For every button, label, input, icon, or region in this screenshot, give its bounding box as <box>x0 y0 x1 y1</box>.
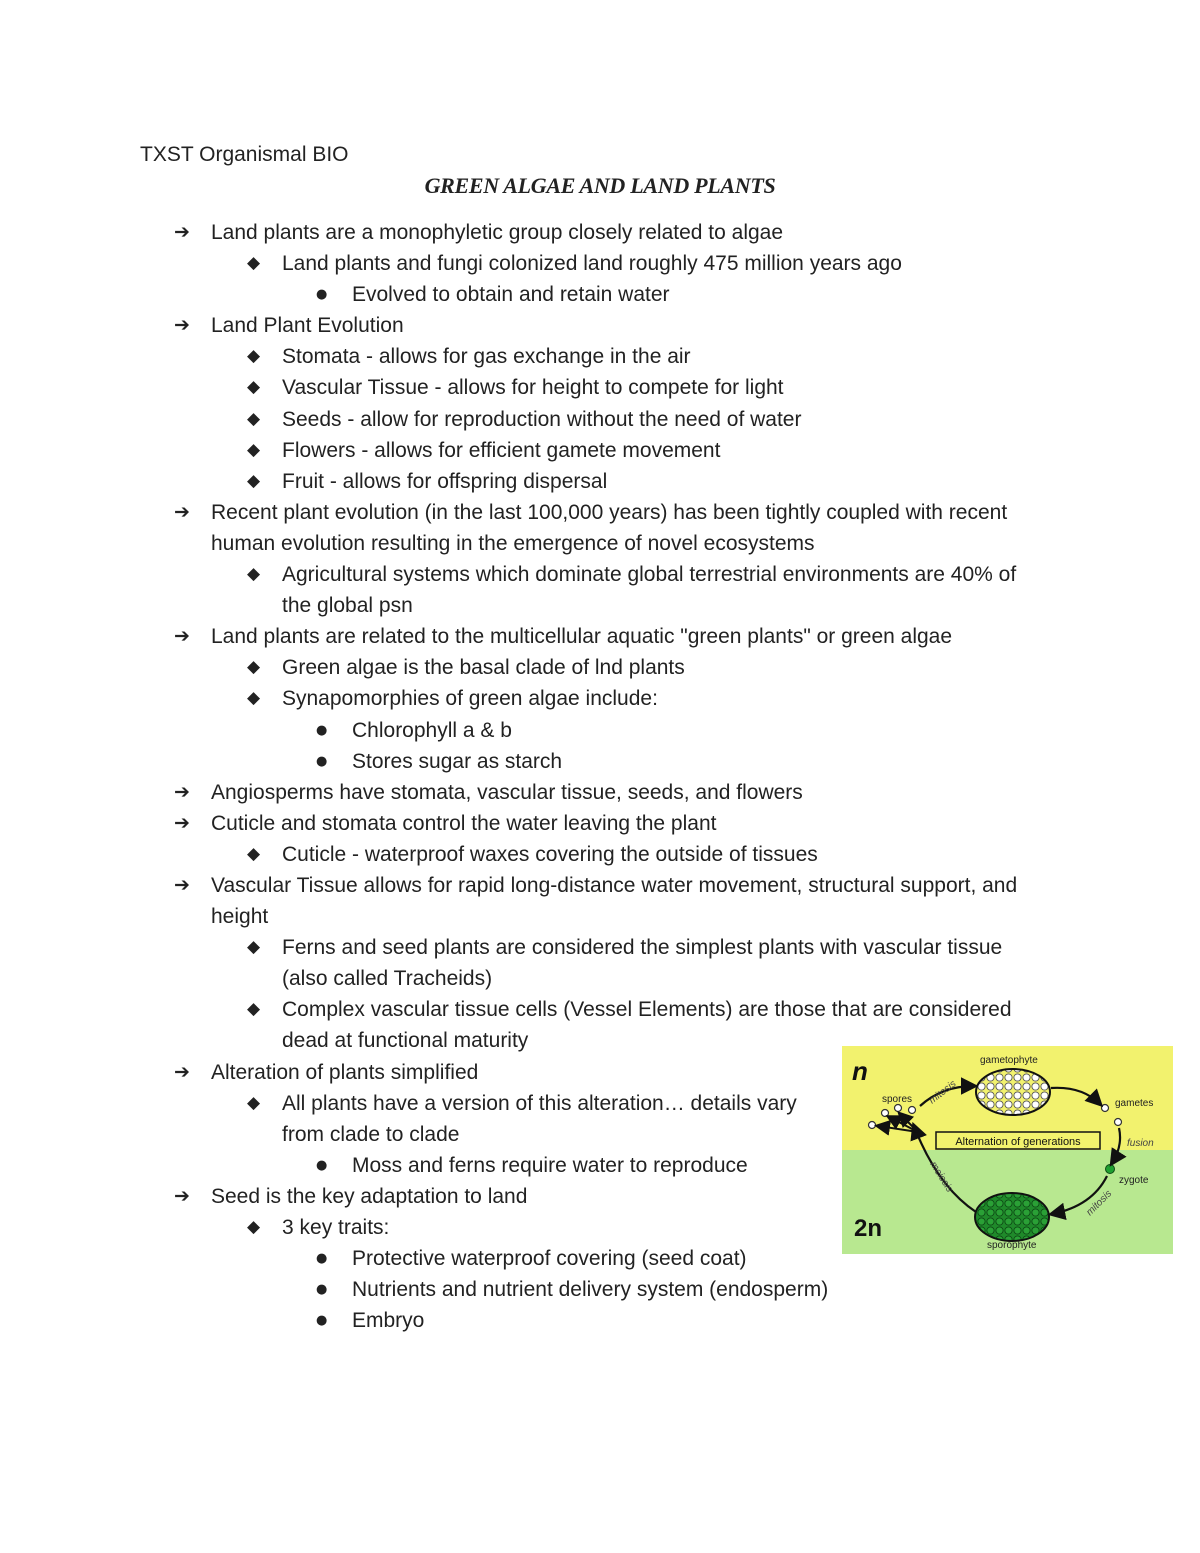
note-item-level-3 <box>0 1274 1052 1305</box>
diamond-bullet-icon: ◆ <box>247 999 261 1020</box>
dot-bullet-icon: ● <box>316 1157 328 1173</box>
spore <box>882 1110 889 1117</box>
note-text: Land Plant Evolution <box>211 314 404 338</box>
arrow-bullet-icon: ➔ <box>174 873 190 896</box>
note-text: Seeds - allow for reproduction without the need of water <box>282 407 802 431</box>
note-text: Vascular Tissue allows for rapid long-distance water movement, structural support, and height <box>211 873 1018 929</box>
note-text: Chlorophyll a & b <box>352 718 512 742</box>
arrow-bullet-icon: ➔ <box>174 221 190 243</box>
diamond-bullet-icon: ◆ <box>247 688 261 709</box>
note-text: 3 key traits: <box>282 1216 390 1239</box>
note-item-level-2 <box>0 435 1042 466</box>
note-item-level-3 <box>0 746 1052 777</box>
note-item-level-2 <box>0 404 1042 435</box>
arrow-bullet-icon: ➔ <box>174 500 190 523</box>
diamond-bullet-icon: ◆ <box>247 937 261 958</box>
mitosis-bottom-label: mitosis <box>1084 1188 1115 1219</box>
note-text: All plants have a version of this alteration… details vary from clade to clade <box>282 1091 797 1146</box>
note-item-level-1 <box>0 621 1046 652</box>
spores-label: spores <box>882 1094 913 1105</box>
page-header: TXST Organismal BIO <box>140 143 349 166</box>
note-item-level-2 <box>0 466 1042 497</box>
zygote-label: zygote <box>1119 1175 1149 1186</box>
gametophyte-cell-mass <box>976 1069 1050 1115</box>
note-text: Flowers - allows for efficient gamete movement <box>282 438 721 462</box>
note-text: Cuticle - waterproof waxes covering the outside of tissues <box>282 842 818 866</box>
alternation-of-generations-diagram <box>842 1046 1173 1254</box>
gamete <box>1102 1105 1109 1112</box>
diamond-bullet-icon: ◆ <box>247 843 261 864</box>
note-text: Seed is the key adaptation to land <box>211 1184 528 1208</box>
note-text: Embryo <box>352 1309 425 1333</box>
note-item-level-1 <box>0 217 1046 248</box>
note-item-level-2 <box>0 683 1042 714</box>
note-item-level-2 <box>0 839 1042 870</box>
spore <box>909 1107 916 1114</box>
note-text: Green algae is the basal clade of lnd plants <box>282 656 685 680</box>
note-text: Ferns and seed plants are considered the simplest plants with vascular tissue (also called Tracheids) <box>282 936 1003 991</box>
note-text: Agricultural systems which dominate global terrestrial environments are 40% of the global psn <box>282 563 1017 618</box>
spore <box>869 1122 876 1129</box>
arrow-bullet-icon: ➔ <box>174 625 190 648</box>
note-text: Synapomorphies of green algae include: <box>282 687 658 711</box>
dot-bullet-icon: ● <box>316 1313 328 1329</box>
note-text: Cuticle and stomata control the water leaving the plant <box>211 811 717 835</box>
note-item-level-1 <box>0 310 1046 341</box>
mitosis-top-label: mitosis <box>927 1078 959 1107</box>
note-text: Evolved to obtain and retain water <box>352 283 670 307</box>
diamond-bullet-icon: ◆ <box>247 657 261 678</box>
note-item-level-3 <box>0 279 1052 310</box>
diamond-bullet-icon: ◆ <box>247 253 261 274</box>
note-item-level-2 <box>0 372 1042 403</box>
note-item-level-2 <box>0 932 1042 994</box>
note-item-level-2 <box>0 341 1042 372</box>
note-text: Vascular Tissue - allows for height to compete for light <box>282 376 784 400</box>
diploid-label: 2n <box>854 1215 883 1242</box>
dot-bullet-icon: ● <box>316 287 328 303</box>
note-text: Complex vascular tissue cells (Vessel Elements) are those that are considered dead at functional maturity <box>282 998 1012 1053</box>
note-item-level-2 <box>0 652 1042 683</box>
document-title: GREEN ALGAE AND LAND PLANTS <box>424 173 776 198</box>
spore <box>895 1105 902 1112</box>
note-item-level-1 <box>0 870 1046 932</box>
diamond-bullet-icon: ◆ <box>247 1092 261 1113</box>
sporophyte-label: sporophyte <box>987 1240 1037 1251</box>
note-item-level-2 <box>0 1088 822 1150</box>
fusion-label: fusion <box>1127 1138 1154 1149</box>
dot-bullet-icon: ● <box>316 1282 328 1298</box>
note-text: Fruit - allows for offspring dispersal <box>282 469 608 493</box>
note-text: Alteration of plants simplified <box>211 1060 479 1084</box>
note-text: Moss and ferns require water to reproduce <box>352 1153 748 1177</box>
haploid-label: n <box>852 1056 868 1086</box>
diamond-bullet-icon: ◆ <box>247 1217 261 1237</box>
arrow-bullet-icon: ➔ <box>174 780 190 803</box>
arrow-bullet-icon: ➔ <box>174 1184 190 1207</box>
sporophyte-cell-mass <box>975 1193 1049 1241</box>
dot-bullet-icon: ● <box>316 722 328 738</box>
note-text: Land plants are related to the multicellular aquatic "green plants" or green algae <box>211 625 953 649</box>
diamond-bullet-icon: ◆ <box>247 470 261 491</box>
dot-bullet-icon: ● <box>316 753 328 769</box>
diamond-bullet-icon: ◆ <box>247 408 261 429</box>
gamete <box>1115 1119 1122 1126</box>
note-text: Land plants and fungi colonized land roughly 475 million years ago <box>282 252 902 276</box>
gametophyte-label: gametophyte <box>980 1055 1038 1066</box>
note-text: Recent plant evolution (in the last 100,000 years) has been tightly coupled with recent human evolution resulting in the emergence of novel ecosystems <box>211 500 1008 555</box>
center-label: Alternation of generations <box>955 1136 1081 1148</box>
arrow-bullet-icon: ➔ <box>174 811 190 834</box>
note-text: Angiosperms have stomata, vascular tissue, seeds, and flowers <box>211 780 803 804</box>
note-text: Stores sugar as starch <box>352 749 563 773</box>
note-item-level-2 <box>0 559 1042 621</box>
arrow-bullet-icon: ➔ <box>174 1060 190 1083</box>
note-item-level-1 <box>0 497 1046 559</box>
gametes-label: gametes <box>1115 1098 1154 1109</box>
note-item-level-1 <box>0 808 1046 839</box>
diamond-bullet-icon: ◆ <box>247 439 261 460</box>
note-text: Land plants are a monophyletic group closely related to algae <box>211 221 784 244</box>
meiosis-label: meiosis <box>927 1159 955 1195</box>
diamond-bullet-icon: ◆ <box>247 564 261 585</box>
zygote-dot <box>1106 1165 1115 1174</box>
note-text: Protective waterproof covering (seed coat) <box>352 1247 747 1271</box>
arrow-bullet-icon: ➔ <box>174 314 190 337</box>
note-item-level-1 <box>0 777 1046 808</box>
diamond-bullet-icon: ◆ <box>247 377 261 398</box>
note-text: Stomata - allows for gas exchange in the air <box>282 345 691 369</box>
note-item-level-2 <box>0 248 1042 279</box>
diamond-bullet-icon: ◆ <box>247 346 261 367</box>
dot-bullet-icon: ● <box>316 1251 328 1267</box>
note-item-level-3 <box>0 715 1052 746</box>
note-item-level-3 <box>0 1305 1052 1336</box>
note-text: Nutrients and nutrient delivery system (endosperm) <box>352 1278 829 1302</box>
